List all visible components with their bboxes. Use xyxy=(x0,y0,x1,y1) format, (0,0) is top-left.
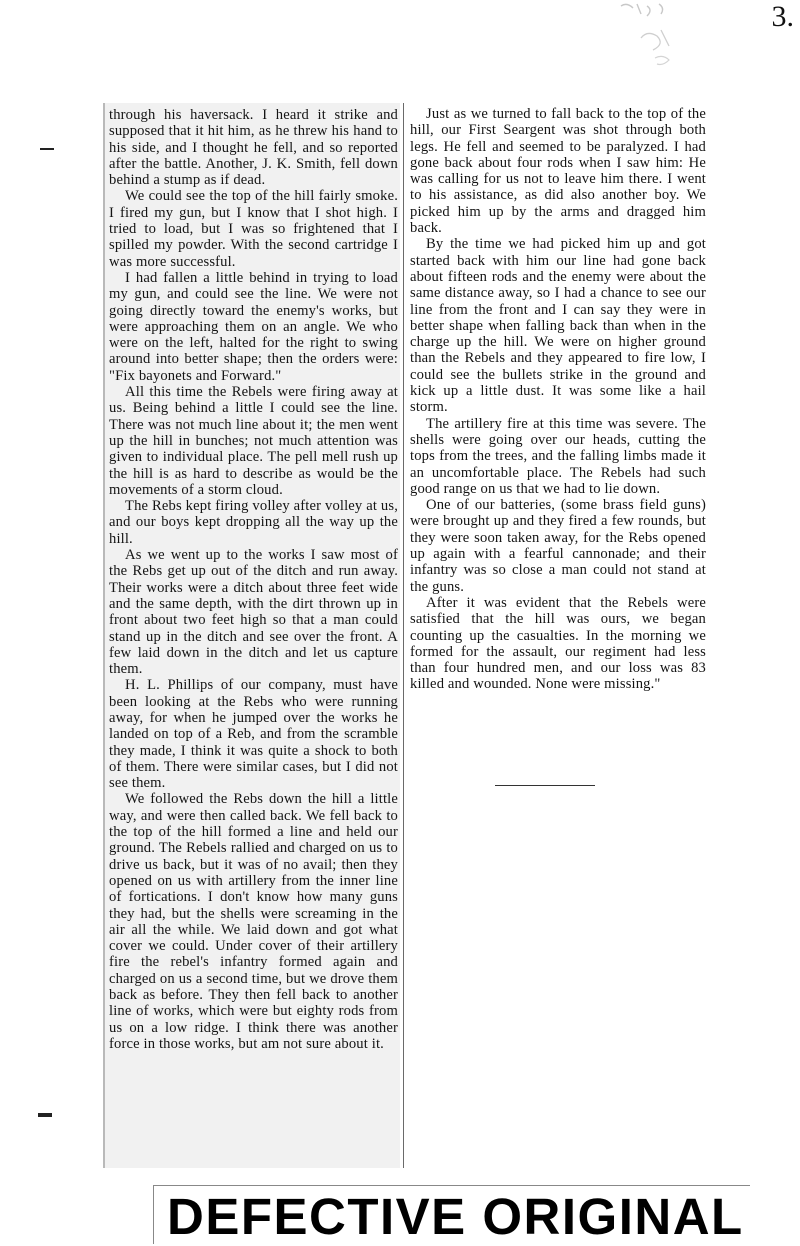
paragraph: The artillery fire at this time was severe. The shells were going over our heads, cutting the tops from the trees, and the falling limbs made it an uncomfortable place. The Rebels had such good range on us that we had to lie down. xyxy=(410,415,706,497)
right-column xyxy=(410,103,706,693)
paragraph: One of our batteries, (some brass field guns) were brought up and they fired a few rounds, but they were soon taken away, for the Rebs opened up again with a fearful cannonade; and their infantry was so close a man could not stand at the guns. xyxy=(410,497,706,595)
paragraph: All this time the Rebels were firing away at us. Being behind a little I could see the line. There was not much line about it; the men went up the hill in bunches; not much attention was given to individual place. The pell mell rush up the hill is as hard to describe as would be the movements of a storm cloud. xyxy=(109,384,398,498)
page-number: 3. xyxy=(771,0,794,33)
paragraph: As we went up to the works I saw most of the Rebs get up out of the ditch and run away. Their works were a ditch about three feet wide and the same depth, with the dirt thrown up in front about two feet high so that a man could stand up in the ditch and see over the front. A few laid down in the ditch and let us capture them. xyxy=(109,547,398,678)
column-divider xyxy=(403,103,404,1168)
left-column xyxy=(103,103,400,1168)
paragraph: We followed the Rebs down the hill a little way, and were then called back. We fell back to the top of the hill formed a line and held our ground. The Rebels rallied and charged on us to drive us back, but it was of no avail; then they opened on us with artillery from the inner line of fortications. I don't know how many guns they had, but the shells were screaming in the air all the while. We laid down and got what cover we could. Under cover of their artillery fire the rebel's infantry formed again and charged on us a second time, but we drove them back as before. They then fell back to another line of works, which were but eighty rods from us on a low ridge. I think there was another force in those works, but am not sure about it. xyxy=(109,791,398,1052)
margin-mark-top xyxy=(40,148,54,150)
paragraph: We could see the top of the hill fairly smoke. I fired my gun, but I know that I shot high. I tried to load, but I was so frightened that I spilled my powder. With the second cartridge I was more successful. xyxy=(109,188,398,270)
article-end-rule xyxy=(495,785,595,786)
defective-original-stamp: DEFECTIVE ORIGINAL xyxy=(167,1188,744,1245)
margin-mark-bottom xyxy=(38,1113,52,1117)
paragraph: The Rebs kept firing volley after volley at us, and our boys kept dropping all the way up the hill. xyxy=(109,498,398,547)
pencil-annotation xyxy=(613,0,688,72)
paragraph: I had fallen a little behind in trying to load my gun, and could see the line. We were not going directly toward the enemy's works, but were approaching them on an angle. We who were on the left, halted for the right to swing around into better shape; then the orders were: "Fix bayonets and Forward." xyxy=(109,269,398,384)
paragraph: through his haversack. I heard it strike and supposed that it hit him, as he threw his hand to his side, and I thought he fell, and so reported after the battle. Another, J. K. Smith, fell down behind a stump as if dead. xyxy=(109,107,398,189)
paragraph: After it was evident that the Rebels were satisfied that the hill was ours, we began counting up the casualties. In the morning we formed for the assault, our regiment had less than four hundred men, and our loss was 83 killed and wounded. None were missing." xyxy=(410,594,706,693)
paragraph: By the time we had picked him up and got started back with him our line had gone back about fifteen rods and the enemy were about the same distance away, so I had a chance to see our line from the front and I can say they were in better shape when falling back than when in the charge up the hill. We were on higher ground than the Rebels and they appeared to fire low, I could see the bullets strike in the ground and kick up a little dust. It was some like a hail storm. xyxy=(410,236,706,416)
paragraph: Just as we turned to fall back to the top of the hill, our First Seargent was shot through both legs. He fell and seemed to be paralyzed. I had gone back about four rods when I saw him: He was calling for us not to leave him there. I went to his assistance, as did also another boy. We picked him up by the arms and dragged him back. xyxy=(410,106,706,237)
paragraph: H. L. Phillips of our company, must have been looking at the Rebs who were running away, for when he jumped over the works he landed on top of a Reb, and from the scramble they made, I think it was quite a shock to both of them. There were similar cases, but I did not see them. xyxy=(109,677,398,792)
